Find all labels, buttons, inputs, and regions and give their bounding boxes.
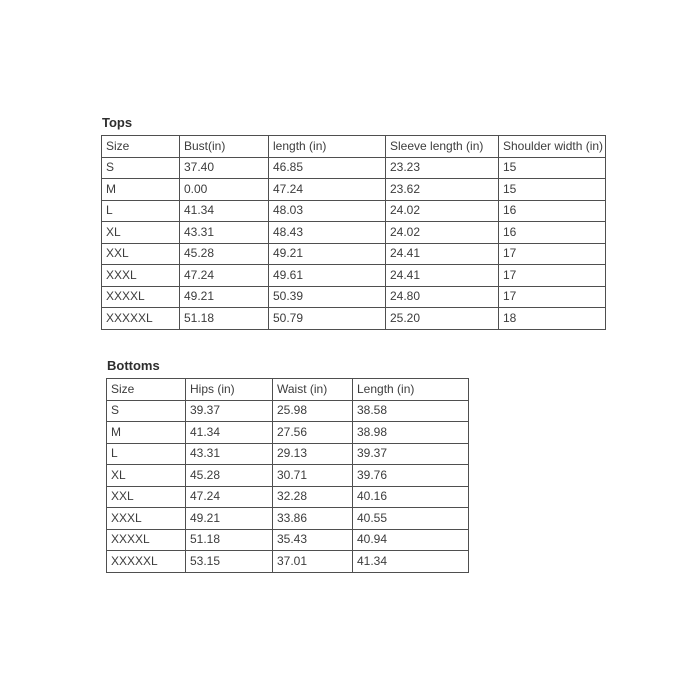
bottoms-table-cell: M (107, 422, 186, 444)
tops-table-cell: 25.20 (386, 308, 499, 330)
bottoms-table-cell: 30.71 (273, 465, 353, 487)
bottoms-section (106, 358, 469, 573)
tops-table-cell: 51.18 (180, 308, 269, 330)
tops-table-cell: 49.61 (269, 265, 386, 287)
tops-header-cell: Size (102, 136, 180, 158)
bottoms-table-cell: 45.28 (186, 465, 273, 487)
bottoms-table-cell: 39.37 (353, 443, 469, 465)
bottoms-header-row (107, 379, 469, 401)
tops-table-cell: XXXL (102, 265, 180, 287)
bottoms-table-cell: L (107, 443, 186, 465)
bottoms-table-cell: 49.21 (186, 508, 273, 530)
bottoms-table-cell: 25.98 (273, 400, 353, 422)
tops-title: Tops (102, 115, 133, 130)
bottoms-table-cell: XXXL (107, 508, 186, 530)
tops-table-cell: 24.41 (386, 243, 499, 265)
tops-table-cell: 17 (499, 243, 606, 265)
tops-table-row (102, 157, 606, 179)
tops-table-cell: 50.79 (269, 308, 386, 330)
tops-table-row (102, 179, 606, 201)
tops-table-cell: 24.80 (386, 286, 499, 308)
bottoms-table-cell: 39.37 (186, 400, 273, 422)
bottoms-table-cell: 51.18 (186, 529, 273, 551)
bottoms-title: Bottoms (107, 358, 160, 373)
tops-table-row (102, 308, 606, 330)
tops-table-cell: 45.28 (180, 243, 269, 265)
tops-table-row (102, 222, 606, 244)
tops-header-cell: Sleeve length (in) (386, 136, 499, 158)
tops-table-cell: 18 (499, 308, 606, 330)
bottoms-table-cell: 27.56 (273, 422, 353, 444)
bottoms-table-cell: 43.31 (186, 443, 273, 465)
bottoms-table-cell: 38.58 (353, 400, 469, 422)
tops-table (101, 135, 606, 330)
tops-table-cell: 16 (499, 222, 606, 244)
bottoms-table-cell: 33.86 (273, 508, 353, 530)
tops-table-row (102, 265, 606, 287)
tops-table-cell: M (102, 179, 180, 201)
tops-table-cell: 17 (499, 286, 606, 308)
tops-header-row (102, 136, 606, 158)
bottoms-table (106, 378, 469, 573)
tops-table-cell: XXL (102, 243, 180, 265)
tops-table-cell: 47.24 (269, 179, 386, 201)
tops-table-cell: 17 (499, 265, 606, 287)
tops-table-cell: 48.03 (269, 200, 386, 222)
tops-table-cell: S (102, 157, 180, 179)
tops-table-cell: 15 (499, 157, 606, 179)
tops-table-row (102, 243, 606, 265)
bottoms-table-row (107, 529, 469, 551)
tops-header-cell: length (in) (269, 136, 386, 158)
bottoms-table-row (107, 508, 469, 530)
tops-table-cell: 23.62 (386, 179, 499, 201)
tops-table-cell: 41.34 (180, 200, 269, 222)
tops-table-cell: 50.39 (269, 286, 386, 308)
bottoms-table-cell: XXXXL (107, 529, 186, 551)
bottoms-table-cell: 35.43 (273, 529, 353, 551)
bottoms-table-cell: 53.15 (186, 551, 273, 573)
bottoms-table-row (107, 400, 469, 422)
tops-table-cell: 23.23 (386, 157, 499, 179)
tops-table-cell: XXXXXL (102, 308, 180, 330)
tops-table-row (102, 200, 606, 222)
tops-table-cell: 46.85 (269, 157, 386, 179)
bottoms-table-cell: XL (107, 465, 186, 487)
tops-table-cell: XL (102, 222, 180, 244)
bottoms-table-cell: S (107, 400, 186, 422)
bottoms-header-cell: Length (in) (353, 379, 469, 401)
tops-table-cell: XXXXL (102, 286, 180, 308)
bottoms-table-cell: 40.55 (353, 508, 469, 530)
bottoms-header-cell: Hips (in) (186, 379, 273, 401)
bottoms-table-cell: 38.98 (353, 422, 469, 444)
tops-table-cell: 37.40 (180, 157, 269, 179)
tops-table-cell: 43.31 (180, 222, 269, 244)
tops-table-cell: 15 (499, 179, 606, 201)
tops-table-cell: L (102, 200, 180, 222)
bottoms-header-cell: Size (107, 379, 186, 401)
tops-table-cell: 49.21 (269, 243, 386, 265)
bottoms-table-cell: 47.24 (186, 486, 273, 508)
tops-table-cell: 48.43 (269, 222, 386, 244)
tops-header-cell: Shoulder width (in) (499, 136, 606, 158)
tops-section (101, 115, 606, 330)
bottoms-table-cell: 39.76 (353, 465, 469, 487)
bottoms-table-row (107, 443, 469, 465)
tops-table-cell: 0.00 (180, 179, 269, 201)
tops-table-cell: 24.02 (386, 222, 499, 244)
bottoms-table-row (107, 486, 469, 508)
bottoms-table-cell: 40.94 (353, 529, 469, 551)
bottoms-table-row (107, 465, 469, 487)
tops-header-cell: Bust(in) (180, 136, 269, 158)
bottoms-table-cell: 41.34 (186, 422, 273, 444)
tops-table-cell: 49.21 (180, 286, 269, 308)
tops-table-cell: 24.02 (386, 200, 499, 222)
bottoms-table-cell: 32.28 (273, 486, 353, 508)
bottoms-table-row (107, 422, 469, 444)
bottoms-header-cell: Waist (in) (273, 379, 353, 401)
tops-table-row (102, 286, 606, 308)
bottoms-table-cell: XXL (107, 486, 186, 508)
bottoms-table-cell: 29.13 (273, 443, 353, 465)
tops-table-cell: 47.24 (180, 265, 269, 287)
bottoms-table-row (107, 551, 469, 573)
bottoms-table-cell: XXXXXL (107, 551, 186, 573)
bottoms-table-cell: 41.34 (353, 551, 469, 573)
bottoms-table-cell: 40.16 (353, 486, 469, 508)
tops-table-cell: 24.41 (386, 265, 499, 287)
tops-table-cell: 16 (499, 200, 606, 222)
bottoms-table-cell: 37.01 (273, 551, 353, 573)
